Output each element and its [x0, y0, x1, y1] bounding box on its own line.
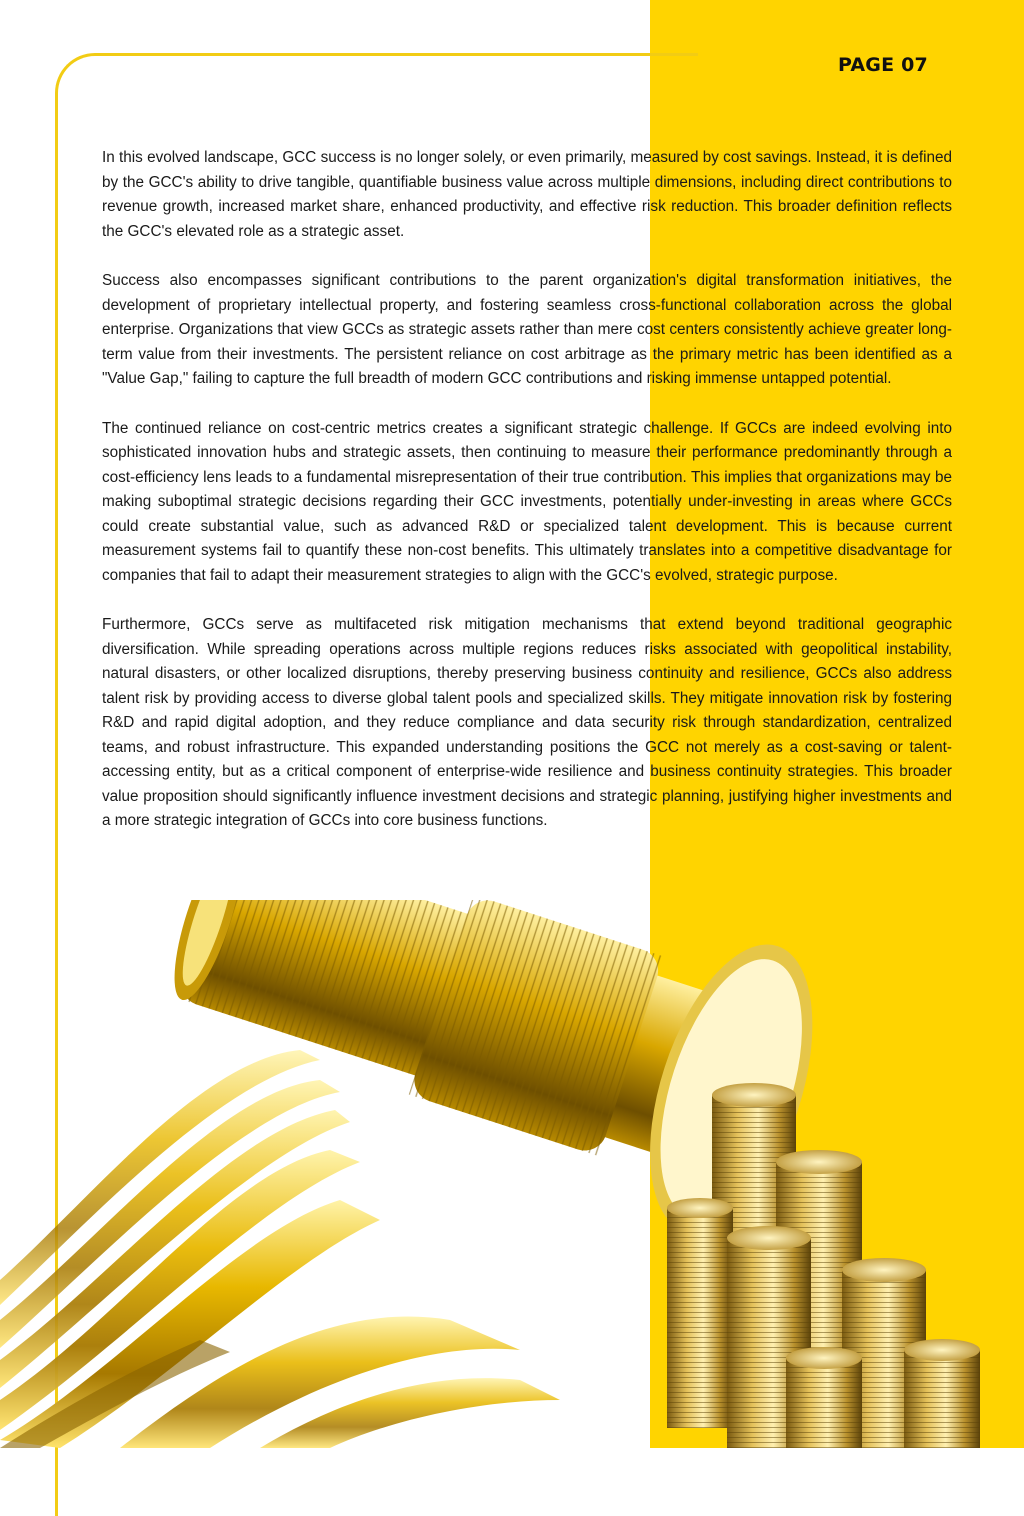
paragraph-1: In this evolved landscape, GCC success is no longer solely, or even primarily, measured by cost savings. Instead, it is defined by the GCC's ability to drive tangible, quantifiable business value across multiple dimensions, including direct contributions to revenue growth, increased market share, enhanced productivity, and effective risk reduction. This broader definition reflects the GCC's elevated role as a strategic asset. — [102, 149, 952, 240]
paragraph-3: The continued reliance on cost-centric metrics creates a significant strategic challenge. If GCCs are indeed evolving into sophisticated innovation hubs and strategic assets, then continuing to measure their performance predominantly through a cost-efficiency lens leads to a fundamental misrepresentation of their true contribution. This implies that organizations may be making suboptimal strategic decisions regarding their GCC investments, potentially under-investing in areas where GCCs could create substantial value, such as advanced R&D or specialized talent development. This is because current measurement systems fail to quantify these non-cost benefits. This ultimately translates into a competitive disadvantage for companies that fail to adapt their measurement strategies to align with the GCC's evolved, strategic purpose. — [102, 419, 952, 584]
page-number: PAGE 07 — [838, 54, 928, 76]
gold-pipe-and-coin-stacks-icon — [0, 900, 1024, 1448]
paragraph-4: Furthermore, GCCs serve as multifaceted risk mitigation mechanisms that extend beyond traditional geographic diversification. While spreading operations across multiple regions reduces risks associated with geopolitical instability, natural disasters, or other localized disruptions, thereby preserving business continuity and resilience, GCCs also address talent risk by providing access to diverse global talent pools and specialized skills. They mitigate innovation risk by fostering R&D and rapid digital adoption, and they reduce compliance and data security risk through standardization, centralized teams, and robust infrastructure. This expanded understanding positions the GCC not merely as a cost-saving or talent-accessing entity, but as a critical component of enterprise-wide resilience and business continuity strategies. This broader value proposition should significantly influence investment decisions and strategic planning, justifying higher investments and a more strategic integration of GCCs into core business functions. — [102, 616, 952, 829]
body-text — [102, 146, 952, 859]
paragraph-2: Success also encompasses significant contributions to the parent organization's digital transformation initiatives, the development of proprietary intellectual property, and fostering seamless cross-functional collaboration across the global enterprise. Organizations that view GCCs as strategic assets rather than mere cost centers consistently achieve greater long-term value from their investments. The persistent reliance on cost arbitrage as the primary metric has been identified as a "Value Gap," failing to capture the full breadth of modern GCC contributions and risking immense untapped potential. — [102, 272, 952, 387]
